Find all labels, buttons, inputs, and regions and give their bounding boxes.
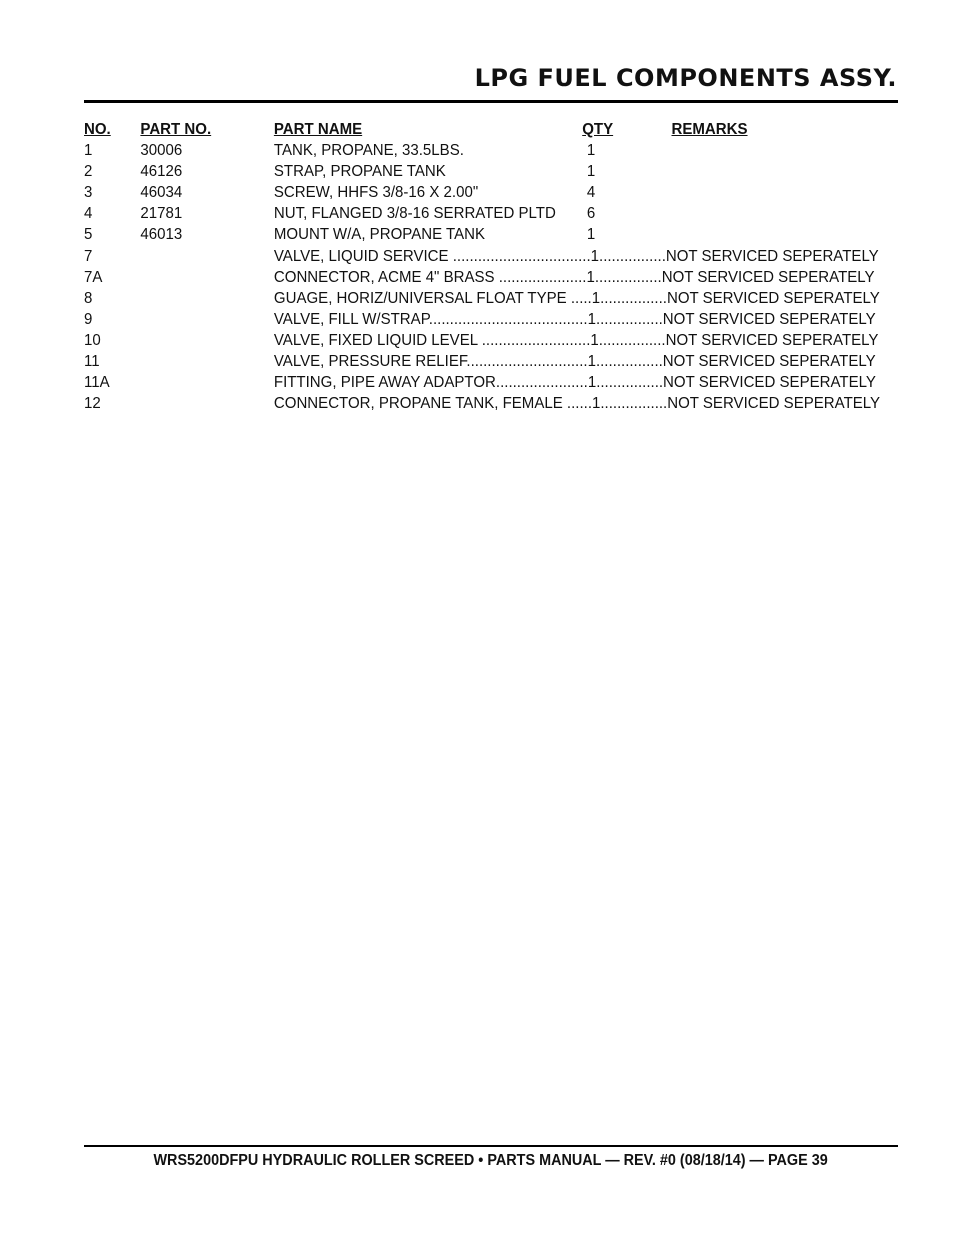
table-row <box>84 182 898 203</box>
row-part-name: NUT, FLANGED 3/8-16 SERRATED PLTD <box>273 205 556 223</box>
footer-text: WRS5200DFPU HYDRAULIC ROLLER SCREED • PARTS MANUAL — REV. #0 (08/18/14) — PAGE 39 <box>153 1152 829 1169</box>
row-no: 9 <box>84 310 93 328</box>
row-name-qty-remarks: FITTING, PIPE AWAY ADAPTOR......................1................NOT SERVICED SEPERATELY <box>273 374 876 392</box>
title-rule <box>84 100 898 103</box>
table-row <box>84 203 898 224</box>
table-row <box>84 246 898 267</box>
table-row <box>84 309 898 330</box>
page-title: LPG FUEL COMPONENTS ASSY. <box>474 64 897 92</box>
row-no: 4 <box>84 205 93 223</box>
row-no: 11A <box>84 374 110 392</box>
row-part-name: SCREW, HHFS 3/8-16 X 2.00" <box>273 184 479 202</box>
table-row <box>84 140 898 161</box>
row-name-qty-remarks: CONNECTOR, ACME 4" BRASS .....................1................NOT SERVICED SEPERATELY <box>273 268 875 286</box>
table-row <box>84 330 898 351</box>
table-row <box>84 351 898 372</box>
table-row <box>84 393 898 414</box>
row-name-qty-remarks: VALVE, PRESSURE RELIEF.............................1................NOT SERVICED SEPERATELY <box>273 353 876 371</box>
row-no: 1 <box>84 142 93 160</box>
row-qty: 4 <box>586 184 596 202</box>
table-row <box>84 267 898 288</box>
table-row <box>84 161 898 182</box>
col-header-part-no: PART NO. <box>140 121 212 138</box>
row-qty: 6 <box>586 205 596 223</box>
row-no: 10 <box>84 331 101 349</box>
row-no: 7A <box>84 268 103 286</box>
col-header-qty: QTY <box>582 121 614 138</box>
row-name-qty-remarks: VALVE, FIXED LIQUID LEVEL ..........................1................NOT SERVICED SEPERATELY <box>273 331 879 349</box>
col-header-part-name: PART NAME <box>273 121 363 138</box>
row-no: 7 <box>84 247 93 265</box>
parts-table <box>84 119 898 414</box>
row-name-qty-remarks: CONNECTOR, PROPANE TANK, FEMALE ......1................NOT SERVICED SEPERATELY <box>273 395 881 413</box>
row-qty: 1 <box>586 163 596 181</box>
row-part-no: 30006 <box>140 142 183 160</box>
row-part-name: MOUNT W/A, PROPANE TANK <box>273 226 486 244</box>
row-no: 3 <box>84 184 93 202</box>
page-footer <box>84 1152 898 1170</box>
row-no: 2 <box>84 163 93 181</box>
row-name-qty-remarks: VALVE, FILL W/STRAP......................................1................NOT SERVICED SEPERATELY <box>273 310 876 328</box>
table-row <box>84 372 898 393</box>
col-header-remarks: REMARKS <box>671 121 748 138</box>
col-header-no: NO. <box>84 121 111 138</box>
footer-rule <box>84 1145 898 1147</box>
row-qty: 1 <box>586 226 596 244</box>
row-part-name: TANK, PROPANE, 33.5LBS. <box>273 142 464 160</box>
row-part-no: 21781 <box>140 205 183 223</box>
row-part-no: 46013 <box>140 226 183 244</box>
row-name-qty-remarks: GUAGE, HORIZ/UNIVERSAL FLOAT TYPE .....1................NOT SERVICED SEPERATELY <box>273 289 880 307</box>
row-part-no: 46126 <box>140 163 183 181</box>
table-header-row <box>84 119 898 140</box>
row-no: 8 <box>84 289 93 307</box>
row-no: 5 <box>84 226 93 244</box>
table-row <box>84 288 898 309</box>
row-qty: 1 <box>586 142 596 160</box>
row-no: 12 <box>84 395 101 413</box>
row-no: 11 <box>84 353 100 371</box>
row-name-qty-remarks: VALVE, LIQUID SERVICE .................................1................NOT SERVICED SEPERATELY <box>273 247 879 265</box>
row-part-no: 46034 <box>140 184 183 202</box>
row-part-name: STRAP, PROPANE TANK <box>273 163 446 181</box>
table-row <box>84 224 898 245</box>
